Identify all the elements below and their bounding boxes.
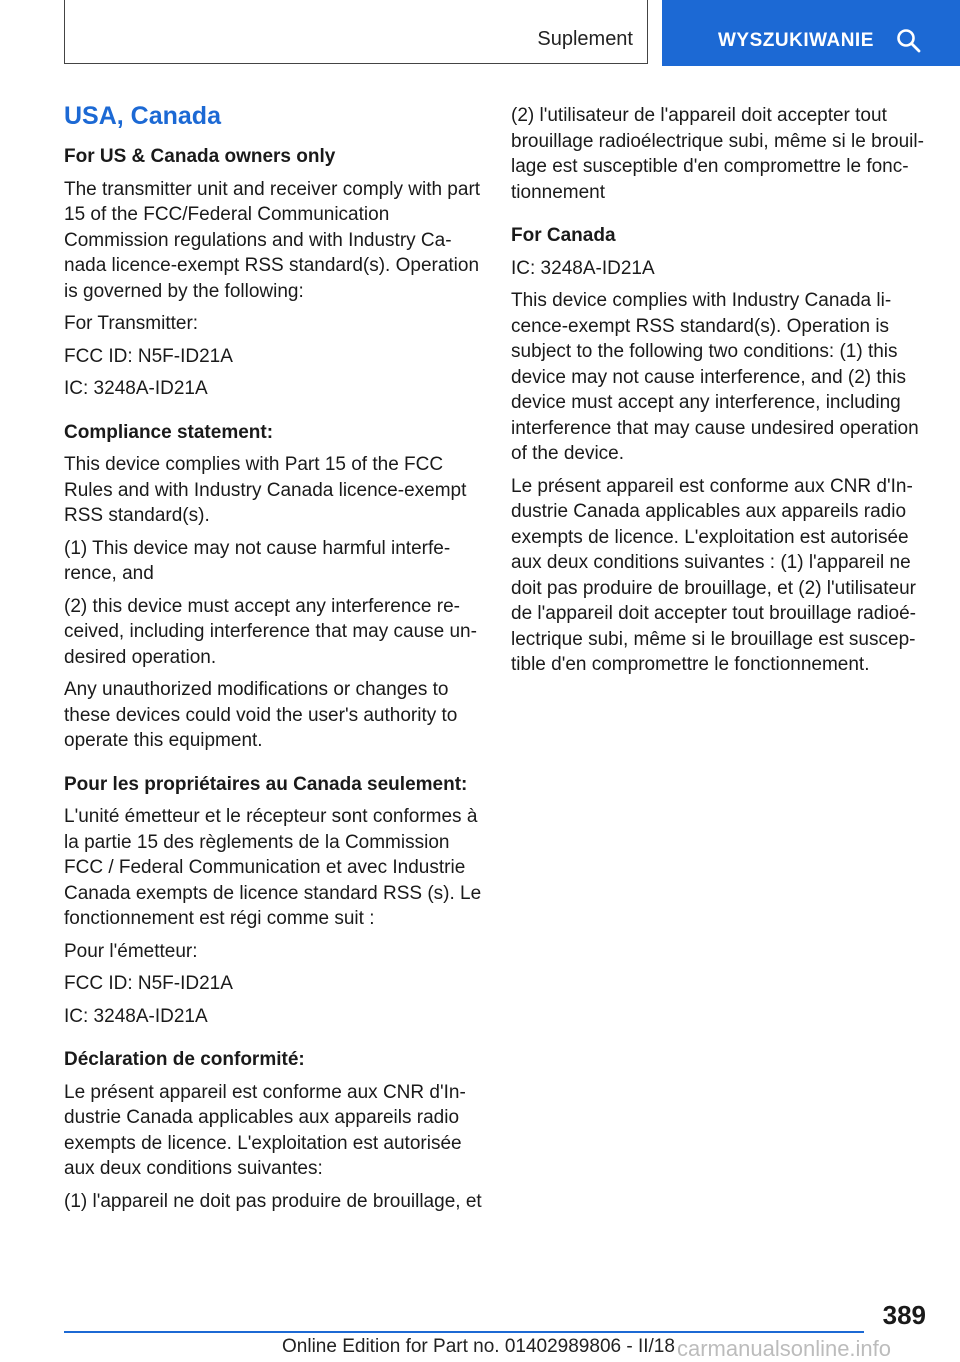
paragraph-compliance: This device complies with Part 15 of the FCC Rules and with Industry Canada licence-exempt RSS standard(s). [64,454,467,526]
heading-for-canada: For Canada [511,225,616,246]
left-column [64,100,482,1221]
header-section-box [64,0,648,64]
section-label: Suplement [537,28,633,50]
footer-divider [64,1331,864,1333]
section-title: USA, Canada [64,102,221,130]
ic-id: IC: 3248A-ID21A [64,378,208,399]
condition-fr-1: (1) l'appareil ne doit pas produire de brouillage, et [64,1190,482,1212]
search-label: WYSZUKIWANIE [718,30,874,51]
edition-text: Online Edition for Part no. 01402989806 - II/18 [282,1336,675,1357]
paragraph-present-appareil: Le présent appareil est conforme aux CNR d'In-dustrie Canada applicables aux appareils radio exempts de licence. L'exploitation est autorisée aux deux conditions suivantes : (1) l'appareil ne doit pas produire de brouillage, et (2) l'utilisateur de l'appareil doit accepter tout brouillage radioé-lectrique subi, même si le brouillage est suscep-tible d'en compromettre le fonctionnement. [511,475,916,675]
condition-1: (1) This device may not cause harmful interfe-rence, and [64,537,451,584]
paragraph-unite-emetteur: L'unité émetteur et le récepteur sont conformes à la partie 15 des règlements de la Commission FCC / Federal Communication et avec Industrie Canada exempts de licence standard RSS (s). Le fonctionnement est régi comme suit : [64,806,482,929]
paragraph-unauthorized: Any unauthorized modifications or changes to these devices could void the user's authority to operate this equipment. [64,679,458,751]
paragraph-industry-canada: This device complies with Industry Canada li-cence-exempt RSS standard(s). Operation is subject to the following two conditions: (1) this device may not cause interference, and (2) this device must accept any interference, including interference that may cause undesired operation of the device. [511,290,919,464]
ic-id: IC: 3248A-ID21A [64,1005,208,1027]
label-pour-emetteur: Pour l'émetteur: [64,940,198,962]
paragraph-declaration: Le présent appareil est conforme aux CNR d'In-dustrie Canada applicables aux appareils radio exempts de licence. L'exploitation est autorisée aux deux conditions suivantes: [64,1081,466,1179]
paragraph-transmitter-comply: The transmitter unit and receiver comply with part 15 of the FCC/Federal Communication Commission regulations and with Industry Ca-nada licence-exempt RSS standard(s). Operation is governed by the following: [64,178,481,302]
heading-declaration-conformite: Déclaration de conformité: [64,1049,305,1070]
label-for-transmitter: For Transmitter: [64,313,199,334]
heading-compliance-statement: Compliance statement: [64,421,274,443]
heading-us-canada-owners: For US & Canada owners only [64,146,336,167]
fcc-id: FCC ID: N5F-ID21A [64,973,233,994]
condition-fr-2: (2) l'utilisateur de l'appareil doit accepter tout brouillage radioélectrique subi, même si le brouil-lage est susceptible d'en compromettre le fonc-tionnement [511,105,924,203]
search-button[interactable] [662,0,960,66]
watermark: carmanualsonline.info [677,1336,892,1361]
search-icon [896,28,922,54]
page-number: 389 [882,1300,926,1330]
condition-2: (2) this device must accept any interference re-ceived, including interference that may cause un-desired operation. [64,595,477,668]
heading-proprietaires-canada: Pour les propriétaires au Canada seulement: [64,773,468,795]
right-column [511,103,929,685]
ic-id: IC: 3248A-ID21A [511,257,655,279]
fcc-id: FCC ID: N5F-ID21A [64,345,233,367]
